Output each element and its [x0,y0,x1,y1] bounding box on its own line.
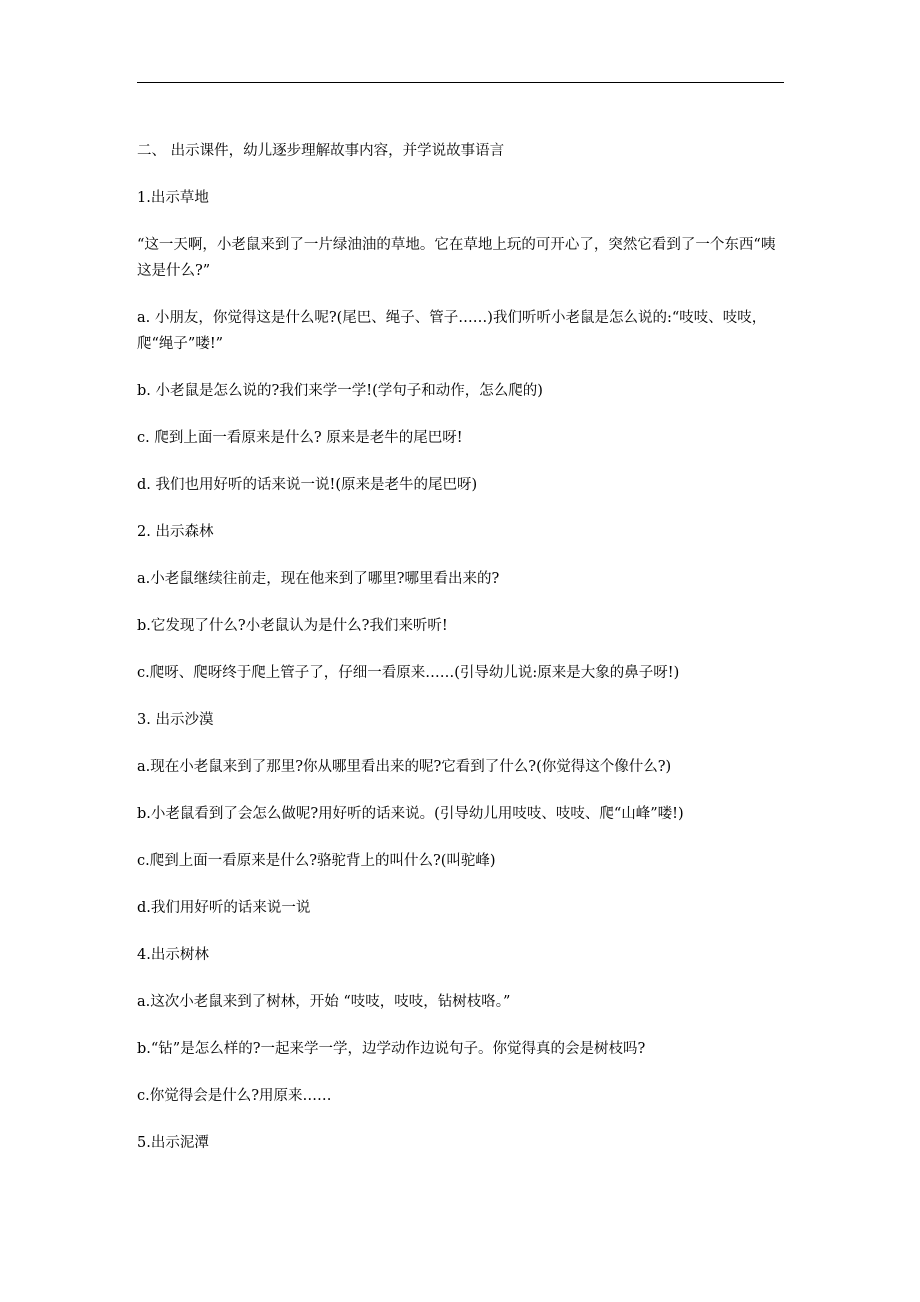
list-item: c.爬呀、爬呀终于爬上管子了，仔细一看原来……(引导幼儿说:原来是大象的鼻子呀!) [137,665,680,681]
list-item: c.你觉得会是什么?用原来…… [137,1088,332,1104]
list-item: a. 小朋友，你觉得这是什么呢?(尾巴、绳子、管子……)我们听听小老鼠是怎么说的:“吱吱、吱吱，爬“绳子”喽!” [137,310,767,352]
list-item: c. 爬到上面一看原来是什么? 原来是老牛的尾巴呀! [137,430,463,446]
list-item: b.小老鼠看到了会怎么做呢?用好听的话来说。(引导幼儿用吱吱、吱吱、爬“山峰”喽!) [137,806,684,822]
document-body [137,138,787,1156]
subheading-desert: 3. 出示沙漠 [137,712,214,728]
list-item: b. 小老鼠是怎么说的?我们来学一学!(学句子和动作，怎么爬的) [137,383,543,399]
list-item: d. 我们也用好听的话来说一说!(原来是老牛的尾巴呀) [137,477,478,493]
subheading-grassland: 1.出示草地 [137,190,209,206]
list-item: d.我们用好听的话来说一说 [137,900,311,916]
list-item: c.爬到上面一看原来是什么?骆驼背上的叫什么?(叫驼峰) [137,853,496,869]
subheading-woods: 4.出示树林 [137,947,209,963]
list-item: b.“钻”是怎么样的?一起来学一学，边学动作边说句子。你觉得真的会是树枝吗? [137,1041,646,1057]
list-item: b.它发现了什么?小老鼠认为是什么?我们来听听! [137,618,448,634]
story-paragraph: “这一天啊，小老鼠来到了一片绿油油的草地。它在草地上玩的可开心了，突然它看到了一个东西“咦这是什么?” [137,237,776,279]
list-item: a.现在小老鼠来到了那里?你从哪里看出来的呢?它看到了什么?(你觉得这个像什么?) [137,759,672,775]
list-item: a.这次小老鼠来到了树林，开始 “吱吱，吱吱，钻树枝咯。” [137,994,511,1010]
subheading-forest: 2. 出示森林 [137,524,214,540]
header-rule [137,82,784,83]
section-heading-2: 二、 出示课件，幼儿逐步理解故事内容，并学说故事语言 [137,143,505,159]
subheading-swamp: 5.出示泥潭 [137,1135,209,1151]
list-item: a.小老鼠继续往前走，现在他来到了哪里?哪里看出来的? [137,571,500,587]
